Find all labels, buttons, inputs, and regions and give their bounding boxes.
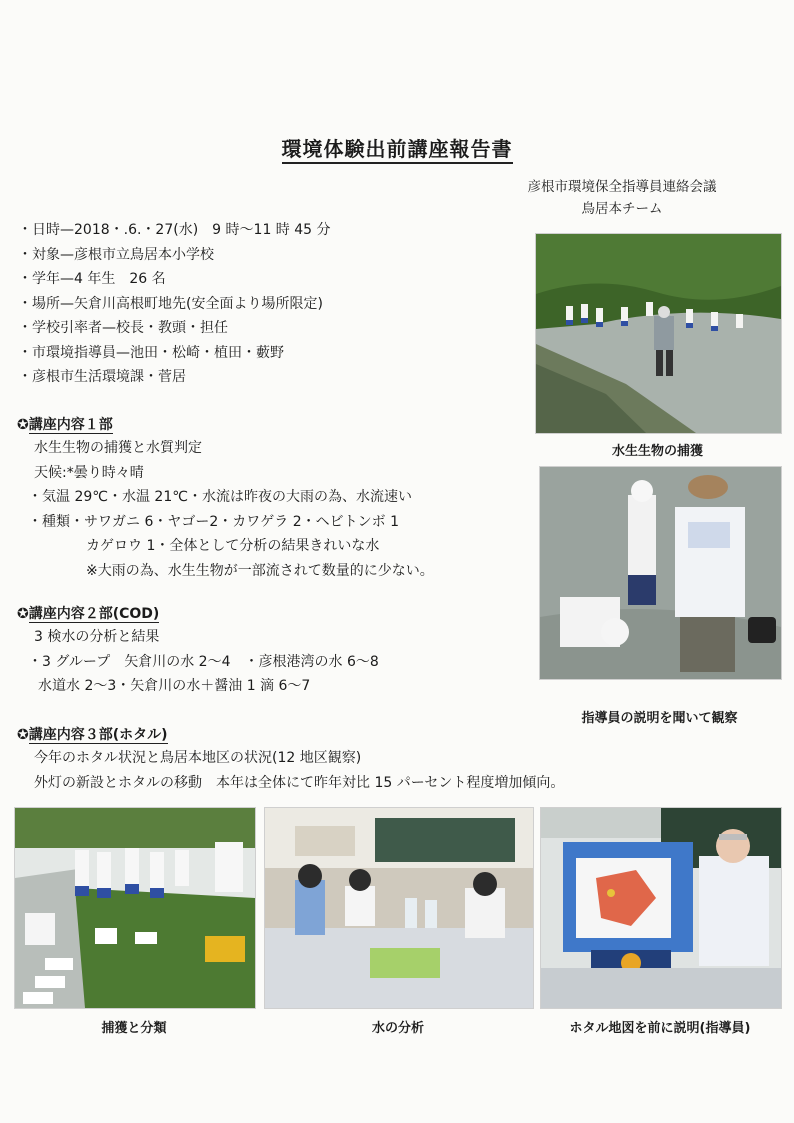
photo-instructor-explaining [539, 466, 782, 680]
info-item-city-instructors: ・市環境指導員—池田・松崎・植田・藪野 [18, 344, 284, 361]
team-name: 鳥居本チーム [581, 201, 663, 217]
caption-photo1: 水生生物の捕獲 [611, 444, 703, 459]
section1-line: ・気温 29℃・水温 21℃・水流は昨夜の大雨の為、水流速い [28, 489, 412, 505]
section2-body [28, 625, 379, 699]
star-icon: ✪ [17, 417, 29, 433]
section1-line: 水生生物の捕獲と水質判定 [34, 440, 202, 456]
section2-heading [17, 603, 159, 623]
page-title-text: 環境体験出前講座報告書 [282, 137, 513, 164]
section1-line: ※大雨の為、水生生物が一部流されて数量的に少ない。 [86, 562, 434, 579]
section3-line: 今年のホタル状況と鳥居本地区の状況(12 地区観察) [34, 750, 362, 766]
photo-stream-capture [535, 233, 782, 434]
section2-line: 3 検水の分析と結果 [34, 629, 160, 645]
section3-body [34, 746, 564, 795]
caption-photo2: 指導員の説明を聞いて観察 [581, 711, 738, 726]
section2-line: ・3 グループ 矢倉川の水 2〜4 ・彦根港湾の水 6〜8 [28, 653, 379, 670]
section1-line: カゲロウ 1・全体として分析の結果きれいな水 [86, 538, 380, 554]
info-item-place: ・場所—矢倉川高根町地先(安全面より場所限定) [18, 295, 323, 312]
section1-line: 天候:*曇り時々晴 [34, 464, 144, 481]
section1-body [28, 436, 434, 583]
section1-line: ・種類・サワガニ 6・ヤゴー2・カワゲラ 2・ヘビトンボ 1 [28, 513, 399, 530]
star-icon: ✪ [17, 606, 29, 622]
section3-line: 外灯の新設とホタルの移動 本年は全体にて昨年対比 15 パーセント程度増加傾向。 [34, 774, 565, 791]
section1-heading-text: 講座内容１部 [28, 417, 113, 433]
photo-firefly-map [540, 807, 782, 1009]
info-item-grade: ・学年—4 年生 26 名 [18, 271, 166, 287]
info-item-city-office: ・彦根市生活環境課・菅居 [18, 369, 186, 385]
organization-name: 彦根市環境保全指導員連絡会議 [527, 179, 717, 195]
star-icon: ✪ [17, 727, 29, 743]
info-item-datetime: ・日時—2018・.6.・27(水) 9 時〜11 時 45 分 [18, 222, 331, 238]
section1-heading [17, 414, 113, 434]
section2-line: 水道水 2〜3・矢倉川の水＋醤油 1 滴 6〜7 [38, 678, 311, 694]
organization-block [502, 176, 742, 220]
photo-water-analysis [264, 807, 534, 1009]
caption-photo4: 水の分析 [371, 1021, 424, 1036]
info-item-school-staff: ・学校引率者—校長・教頭・担任 [18, 320, 228, 336]
page-title [0, 133, 794, 162]
section3-heading-text: 講座内容３部(ホタル) [28, 727, 168, 743]
caption-photo5: ホタル地図を前に説明(指導員) [569, 1021, 751, 1036]
info-item-target: ・対象—彦根市立鳥居本小学校 [18, 246, 214, 263]
photo-capture-sorting [14, 807, 256, 1009]
section3-heading [17, 724, 168, 744]
info-list [18, 218, 331, 390]
caption-photo3: 捕獲と分類 [101, 1021, 167, 1036]
section2-heading-text: 講座内容２部(COD) [28, 606, 160, 622]
